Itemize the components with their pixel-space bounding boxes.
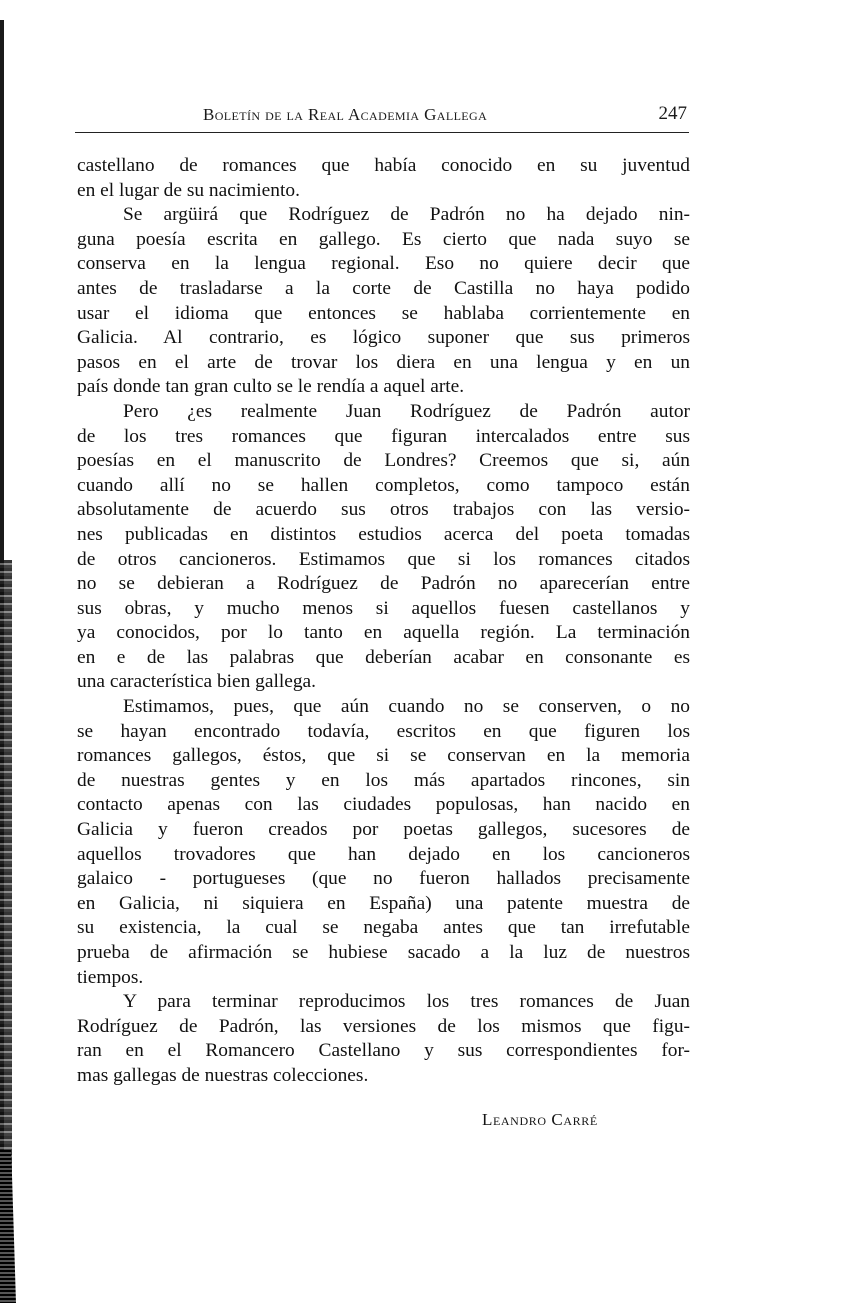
text-line: de otros cancioneros. Estimamos que si los romances citados	[77, 548, 690, 570]
text-line: país donde tan gran culto se le rendía a aquel arte.	[77, 376, 465, 398]
text-line: nes publicadas en distintos estudios acerca del poeta tomadas	[77, 523, 690, 545]
paragraph	[77, 990, 690, 1088]
page-binding-shadow-bottom	[0, 1150, 16, 1303]
text-line: Se argüirá que Rodríguez de Padrón no ha dejado nin-	[123, 204, 690, 226]
text-line: de los tres romances que figuran intercalados entre sus	[77, 425, 690, 447]
text-line: usar el idioma que entonces se hablaba corrientemente en	[77, 302, 690, 324]
text-line: Estimamos, pues, que aún cuando no se conserven, o no	[123, 696, 690, 718]
text-line: en e de las palabras que deberían acabar en consonante es	[77, 646, 690, 668]
text-line: Rodríguez de Padrón, las versiones de los mismos que figu-	[77, 1015, 690, 1037]
paragraph	[77, 695, 690, 990]
text-line: galaico - portugueses (que no fueron hallados precisamente	[77, 868, 690, 890]
text-line: contacto apenas con las ciudades populosas, han nacido en	[77, 794, 690, 816]
author-signature: Leandro Carré	[482, 1110, 598, 1129]
text-line: no se debieran a Rodríguez de Padrón no aparecerían entre	[77, 573, 690, 595]
text-line: tiempos.	[77, 966, 144, 988]
text-line: Pero ¿es realmente Juan Rodríguez de Padrón autor	[123, 400, 690, 422]
text-line: aquellos trovadores que han dejado en los cancioneros	[77, 843, 690, 865]
text-line: su existencia, la cual se negaba antes que tan irrefutable	[77, 917, 690, 939]
text-line: guna poesía escrita en gallego. Es cierto que nada suyo se	[77, 228, 690, 250]
text-line: cuando allí no se hallen completos, como tampoco están	[77, 474, 690, 496]
text-line: Y para terminar reproducimos los tres romances de Juan	[123, 991, 690, 1013]
text-line: poesías en el manuscrito de Londres? Creemos que si, aún	[77, 450, 690, 472]
text-line: romances gallegos, éstos, que si se conservan en la memoria	[77, 745, 690, 767]
text-line: de nuestras gentes y en los más apartados rincones, sin	[77, 769, 690, 791]
text-line: sus obras, y mucho menos si aquellos fuesen castellanos y	[77, 597, 690, 619]
text-line: mas gallegas de nuestras colecciones.	[77, 1064, 369, 1086]
paragraph	[77, 400, 690, 695]
header-rule	[75, 132, 689, 133]
running-header	[75, 100, 689, 130]
text-line: prueba de afirmación se hubiese sacado a la luz de nuestros	[77, 942, 690, 963]
text-line: conserva en la lengua regional. Eso no quiere decir que	[77, 253, 690, 275]
text-line: ran en el Romancero Castellano y sus correspondientes for-	[77, 1040, 690, 1062]
paragraph	[77, 154, 690, 203]
text-line: ya conocidos, por lo tanto en aquella región. La terminación	[77, 622, 690, 644]
text-line: pasos en el arte de trovar los diera en una lengua y en un	[77, 351, 690, 373]
text-line: en Galicia, ni siquiera en España) una patente muestra de	[77, 892, 690, 914]
text-line: en el lugar de su nacimiento.	[77, 179, 300, 201]
text-line: Galicia. Al contrario, es lógico suponer que sus primeros	[77, 327, 690, 349]
paragraph	[77, 203, 690, 400]
text-line: castellano de romances que había conocido en su juventud	[77, 155, 690, 176]
article-body	[77, 154, 690, 1089]
text-line: una característica bien gallega.	[77, 671, 317, 693]
journal-title: Boletín de la Real Academia Gallega	[203, 105, 488, 124]
text-line: antes de trasladarse a la corte de Castilla no haya podido	[77, 277, 690, 299]
text-line: absolutamente de acuerdo sus otros trabajos con las versio-	[77, 499, 690, 521]
text-line: Galicia y fueron creados por poetas gallegos, sucesores de	[77, 819, 690, 841]
text-line: se hayan encontrado todavía, escritos en que figuren los	[77, 720, 690, 742]
page-number: 247	[658, 103, 687, 124]
